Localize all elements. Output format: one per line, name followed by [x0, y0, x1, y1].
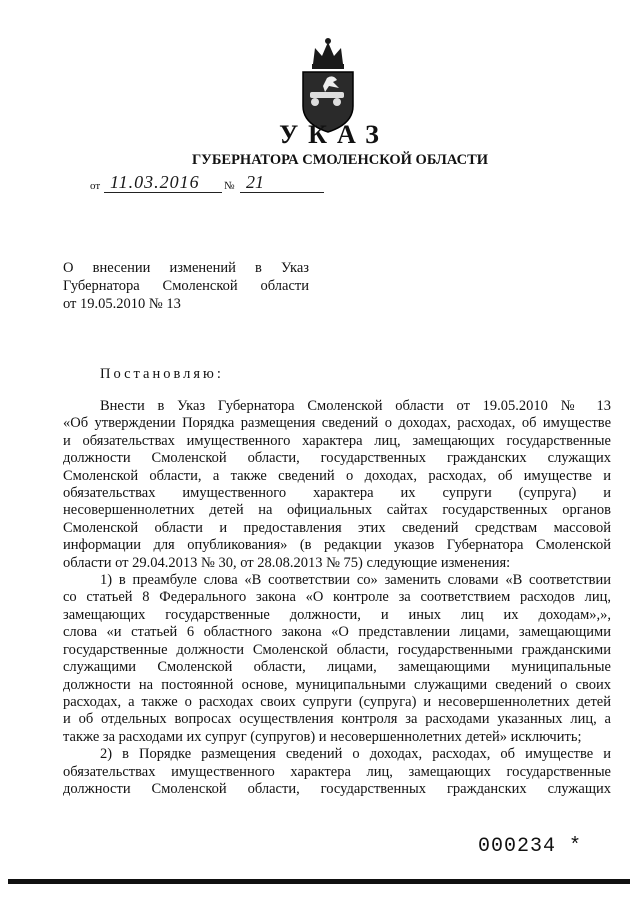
number-prefix: №	[224, 180, 235, 192]
body-line: информации для опубликования» (в редакции указов Губернатора Смоленской	[63, 537, 611, 554]
body-line: должности Смоленской области, государственных гражданских служащих	[63, 780, 611, 797]
date-value: 11.03.2016	[104, 174, 222, 193]
subject-line: Губернатора Смоленской области	[63, 278, 309, 294]
serial-number: 000234 *	[478, 835, 583, 858]
body-line: также за расходами их супруг (супругов) и несовершеннолетних детей» исключить;	[63, 728, 582, 745]
subject-block	[63, 259, 309, 313]
document-title: УКАЗ	[279, 120, 389, 149]
body-line: расходах, а также о расходах своих супруги (супруга) и несовершеннолетних детей	[63, 693, 611, 710]
body-line: должности Смоленской области, государственных гражданских служащих	[63, 450, 611, 467]
body-line: замещающих государственные должности, и иных лиц их доходам»,»,	[63, 606, 611, 623]
number-value: 21	[240, 174, 324, 193]
body-line: и обязательствах имущественного характера лиц, замещающих государственные	[63, 432, 611, 449]
subject-line: от 19.05.2010 № 13	[63, 296, 181, 312]
date-number-line	[90, 174, 320, 196]
body-line: обязательствах имущественного характера их супруги (супруга) и	[63, 485, 611, 502]
body-line: служащими Смоленской области, лицами, замещающими муниципальные	[63, 659, 611, 676]
body-line: должности на постоянной основе, муниципальными служащими сведений о своих	[63, 676, 611, 693]
body-line: 2) в Порядке размещения сведений о доходах, расходах, об имуществе и	[100, 746, 611, 763]
body-line: государственные должности Смоленской области, государственными гражданскими	[63, 641, 611, 658]
body-line: слова «и статьей 6 областного закона «О представлении лицами, замещающими	[63, 624, 611, 641]
body-line: «Об утверждении Порядка размещения сведений о доходах, расходах, об имуществе	[63, 415, 611, 432]
subject-line: О внесении изменений в Указ	[63, 260, 309, 276]
body-line: области от 29.04.2013 № 30, от 28.08.2013 № 75) следующие изменения:	[63, 554, 511, 571]
document-body	[63, 398, 611, 798]
body-line: несовершеннолетних детей на официальных сайтах государственных органов	[63, 502, 611, 519]
document-subtitle: ГУБЕРНАТОРА СМОЛЕНСКОЙ ОБЛАСТИ	[191, 152, 489, 168]
body-line: со статьей 8 Федерального закона «О контроле за соответствием расходов лиц,	[63, 589, 611, 606]
body-line: и об отдельных вопросах осуществления контроля за расходами указанных лиц, а	[63, 711, 611, 728]
body-line: Смоленской области и предоставления этих сведений средствам массовой	[63, 519, 611, 536]
bottom-rule	[8, 879, 630, 884]
decree-word: Постановляю:	[100, 366, 224, 382]
body-line: обязательствах имущественного характера лиц, замещающих государственные	[63, 763, 611, 780]
body-line: 1) в преамбуле слова «В соответствии со» заменить словами «В соответствии	[100, 572, 611, 589]
body-line: Смоленской области, а также сведений о доходах, расходах, об имуществе и	[63, 467, 611, 484]
date-prefix: от	[90, 180, 101, 192]
body-line: Внести в Указ Губернатора Смоленской области от 19.05.2010 № 13	[100, 398, 611, 414]
